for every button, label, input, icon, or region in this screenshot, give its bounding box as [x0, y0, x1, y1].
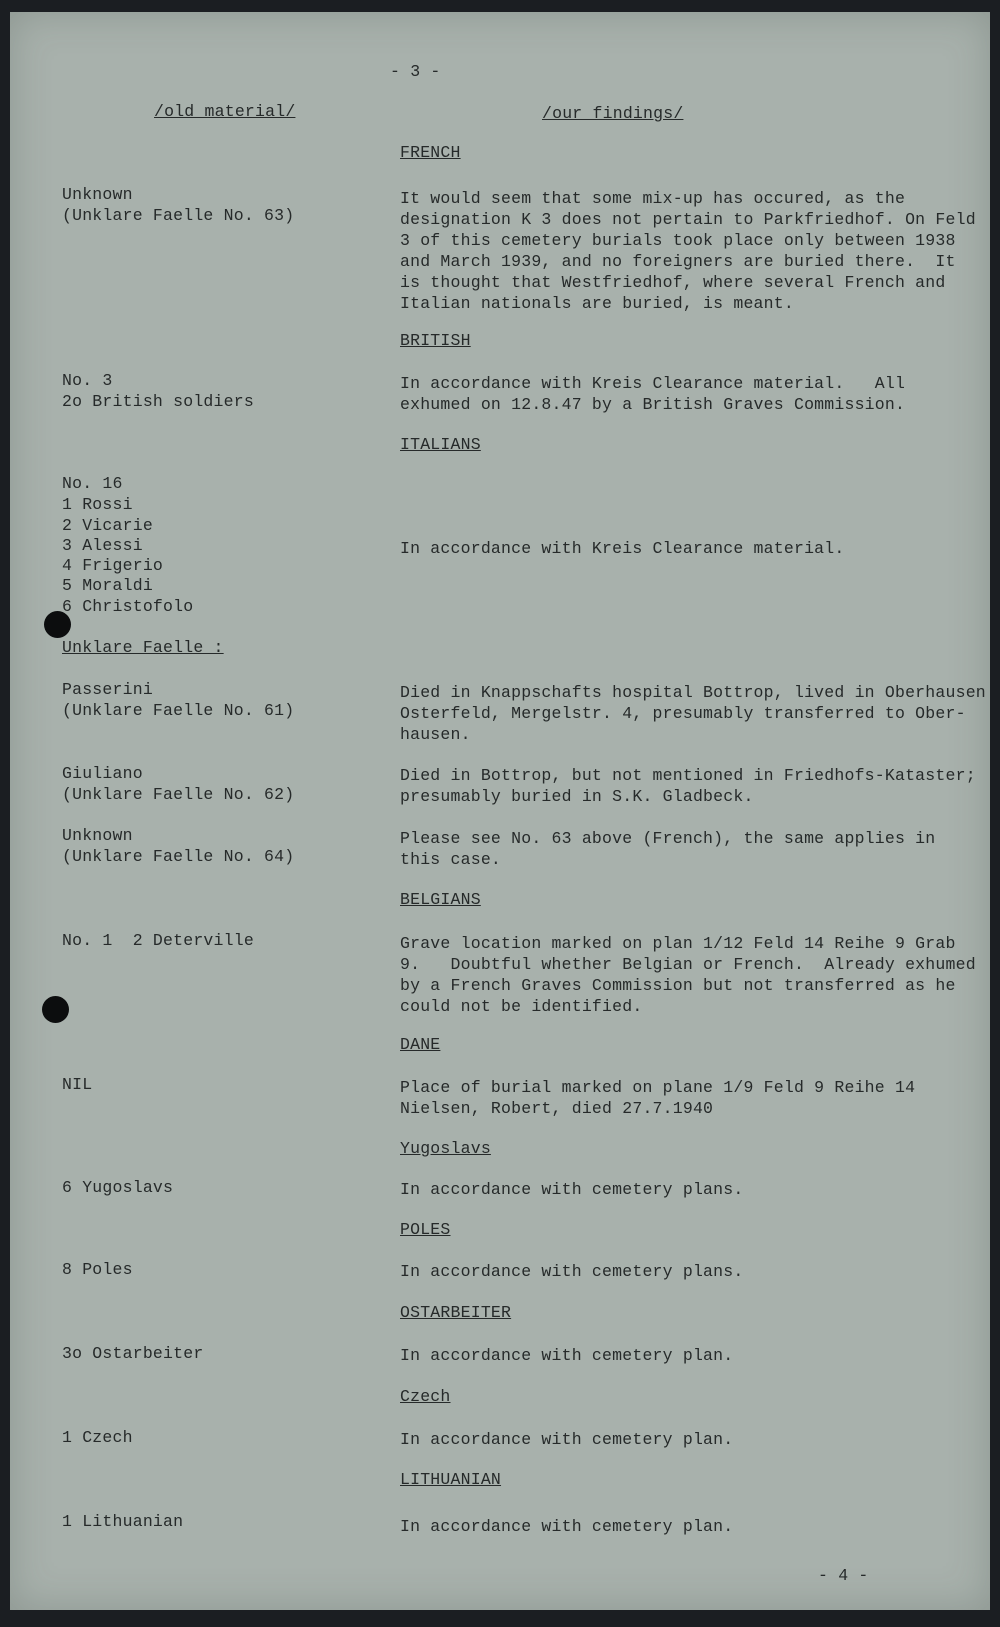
yugoslavs-old: 6 Yugoslavs: [62, 1178, 174, 1197]
lithuanian-heading: LITHUANIAN: [400, 1470, 502, 1489]
poles-finding: In accordance with cemetery plans.: [400, 1262, 744, 1281]
giuliano-old-line: (Unklare Faelle No. 62): [62, 785, 295, 804]
giuliano-finding-line: presumably buried in S.K. Gladbeck.: [400, 787, 754, 806]
italians-old-line: No. 16: [62, 474, 123, 493]
italians-old-line: 5 Moraldi: [62, 576, 153, 595]
french-finding-line: is thought that Westfriedhof, where several French and: [400, 273, 946, 292]
french-heading: FRENCH: [400, 143, 461, 162]
left-column-heading: /old material/: [154, 102, 296, 121]
right-column-heading: /our findings/: [542, 104, 684, 123]
french-finding-line: Italian nationals are buried, is meant.: [400, 294, 794, 313]
dane-finding-line: Place of burial marked on plane 1/9 Feld 9 Reihe 14: [400, 1078, 916, 1097]
lithuanian-old: 1 Lithuanian: [62, 1512, 184, 1531]
belgians-finding-line: could not be identified.: [400, 997, 643, 1016]
passerini-finding-line: Osterfeld, Mergelstr. 4, presumably transferred to Ober-: [400, 704, 966, 723]
giuliano-old-line: Giuliano: [62, 764, 143, 783]
italians-old-line: 4 Frigerio: [62, 556, 164, 575]
czech-old: 1 Czech: [62, 1428, 133, 1447]
french-finding-line: 3 of this cemetery burials took place only between 1938: [400, 231, 956, 250]
passerini-old-line: (Unklare Faelle No. 61): [62, 701, 295, 720]
poles-old: 8 Poles: [62, 1260, 133, 1279]
unknown-64-finding-line: Please see No. 63 above (French), the same applies in: [400, 829, 936, 848]
italians-heading: ITALIANS: [400, 435, 481, 454]
belgians-finding-line: 9. Doubtful whether Belgian or French. Already exhumed: [400, 955, 976, 974]
belgians-old: No. 1 2 Deterville: [62, 931, 254, 950]
british-old-line: 2o British soldiers: [62, 392, 254, 411]
french-old-line: (Unklare Faelle No. 63): [62, 206, 295, 225]
british-finding-line: exhumed on 12.8.47 by a British Graves Commission.: [400, 395, 906, 414]
belgians-finding-line: by a French Graves Commission but not transferred as he: [400, 976, 956, 995]
french-old-line: Unknown: [62, 185, 133, 204]
unknown-64-finding-line: this case.: [400, 850, 502, 869]
british-old-line: No. 3: [62, 371, 113, 390]
belgians-heading: BELGIANS: [400, 890, 481, 909]
page-number-bottom: - 4 -: [818, 1566, 869, 1585]
unklare-faelle-heading: Unklare Faelle :: [62, 638, 224, 657]
italians-old-line: 1 Rossi: [62, 495, 133, 514]
ostarbeiter-heading: OSTARBEITER: [400, 1303, 512, 1322]
poles-heading: POLES: [400, 1220, 451, 1239]
giuliano-finding-line: Died in Bottrop, but not mentioned in Friedhofs-Kataster;: [400, 766, 976, 785]
yugoslavs-heading: Yugoslavs: [400, 1139, 491, 1158]
czech-finding: In accordance with cemetery plan.: [400, 1430, 734, 1449]
yugoslavs-finding: In accordance with cemetery plans.: [400, 1180, 744, 1199]
passerini-finding-line: hausen.: [400, 725, 471, 744]
ostarbeiter-finding: In accordance with cemetery plan.: [400, 1346, 734, 1365]
italians-finding: In accordance with Kreis Clearance material.: [400, 539, 845, 558]
unknown-64-old-line: Unknown: [62, 826, 133, 845]
italians-old-line: 6 Christofolo: [62, 597, 194, 616]
french-finding-line: It would seem that some mix-up has occured, as the: [400, 189, 906, 208]
page-number-top: - 3 -: [390, 62, 441, 81]
dane-heading: DANE: [400, 1035, 441, 1054]
passerini-old-line: Passerini: [62, 680, 153, 699]
british-heading: BRITISH: [400, 331, 471, 350]
ostarbeiter-old: 3o Ostarbeiter: [62, 1344, 204, 1363]
dane-finding-line: Nielsen, Robert, died 27.7.1940: [400, 1099, 714, 1118]
czech-heading: Czech: [400, 1387, 451, 1406]
unknown-64-old-line: (Unklare Faelle No. 64): [62, 847, 295, 866]
british-finding-line: In accordance with Kreis Clearance material. All: [400, 374, 906, 393]
french-finding-line: and March 1939, and no foreigners are buried there. It: [400, 252, 956, 271]
dane-old: NIL: [62, 1075, 93, 1094]
french-finding-line: designation K 3 does not pertain to Parkfriedhof. On Feld: [400, 210, 976, 229]
passerini-finding-line: Died in Knappschafts hospital Bottrop, lived in Oberhausen: [400, 683, 986, 702]
lithuanian-finding: In accordance with cemetery plan.: [400, 1517, 734, 1536]
belgians-finding-line: Grave location marked on plan 1/12 Feld 14 Reihe 9 Grab: [400, 934, 956, 953]
punch-hole-bottom: [42, 996, 69, 1023]
italians-old-line: 3 Alessi: [62, 536, 143, 555]
italians-old-line: 2 Vicarie: [62, 516, 153, 535]
